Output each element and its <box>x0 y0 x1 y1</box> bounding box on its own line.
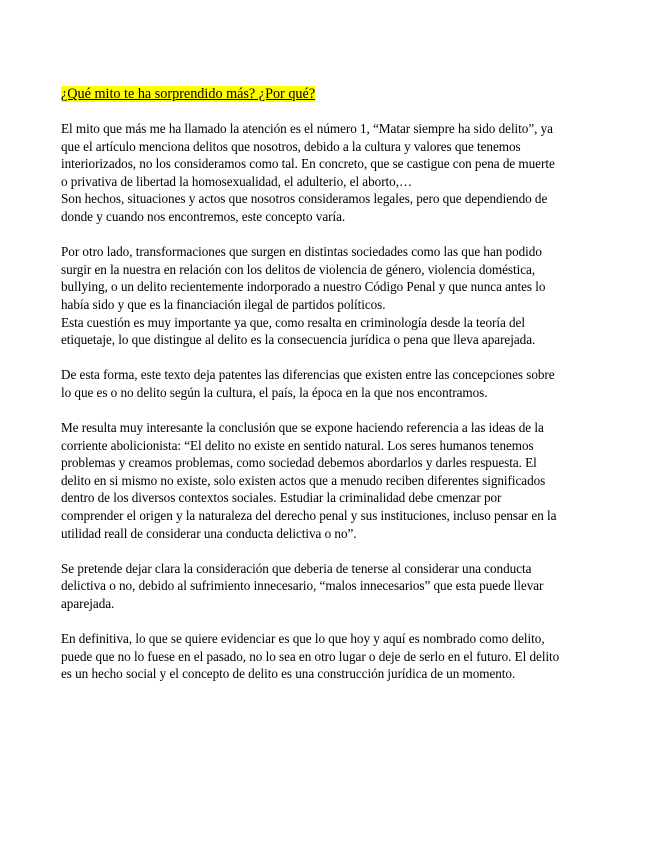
paragraph-legality-varies: Son hechos, situaciones y actos que nosotros consideramos legales, pero que dependiendo de donde y cuando nos encontremos, este concepto varía. <box>61 191 548 224</box>
paragraph-conclusion: En definitiva, lo que se quiere evidenciar es que lo que hoy y aquí es nombrado como delito, puede que no lo fuese en el pasado, no lo sea en otro lugar o deje de serlo en el futuro. El delito es un hecho social y el concepto de delito es una construcción jurídica de un momento. <box>61 631 560 682</box>
question-heading <box>61 85 594 103</box>
highlighted-heading-text: ¿Qué mito te ha sorprendido más? ¿Por qué? <box>61 86 316 102</box>
paragraph-myth-choice: El mito que más me ha llamado la atención es el número 1, “Matar siempre ha sido delito”, ya que el artículo menciona delitos que nosotros, debido a la cultura y valores que tenemos interiorizados, no los consideramos como tal. En concreto, que se castigue con pena de muerte o privativa de libertad la homosexualidad, el adulterio, el aborto,… <box>61 121 555 189</box>
document-body <box>61 85 594 701</box>
paragraph-unnecessary-suffering: Se pretende dejar clara la consideración que deberia de tenerse al considerar una conducta delictiva o no, debido al sufrimiento innecesario, “malos innecesarios” que esta puede llevar aparejada. <box>61 560 544 612</box>
paragraph-abolitionist-quote: Me resulta muy interesante la conclusión que se expone haciendo referencia a las ideas de la corriente abolicionista: “El delito no existe en sentido natural. Los seres humanos tenemos problemas y creamos problemas, como sociedad debemos abordarlos y darles respuesta. El delito en si mismo no existe, solo existen actos que a menudo reciben diferentes significados dentro de los diversos contextos sociales. Estudiar la criminalidad debe cmenzar por comprender el origen y la naturaleza del derecho penal y sus instituciones, incluso pensar en la utilidad reall de considerar una conducta delictiva o no”. <box>61 420 557 541</box>
paragraph-cultural-differences: De esta forma, este texto deja patentes las diferencias que existen entre las concepciones sobre lo que es o no delito según la cultura, el país, la época en la que nos encontramos. <box>61 367 555 400</box>
paragraph-labeling-theory: Esta cuestión es muy importante ya que, como resalta en criminología desde la teoría del etiquetaje, lo que distingue al delito es la consecuencia jurídica o pena que lleva aparejada. <box>61 314 536 348</box>
paragraph-transformations: Por otro lado, transformaciones que surgen en distintas sociedades como las que han podido surgir en la nuestra en relación con los delitos de violencia de género, violencia doméstica, bullying, o un delito recientemente indorporado a nuestro Código Penal y que nunca antes lo había sido y que es la financiación ilegal de partidos políticos. <box>61 244 546 312</box>
